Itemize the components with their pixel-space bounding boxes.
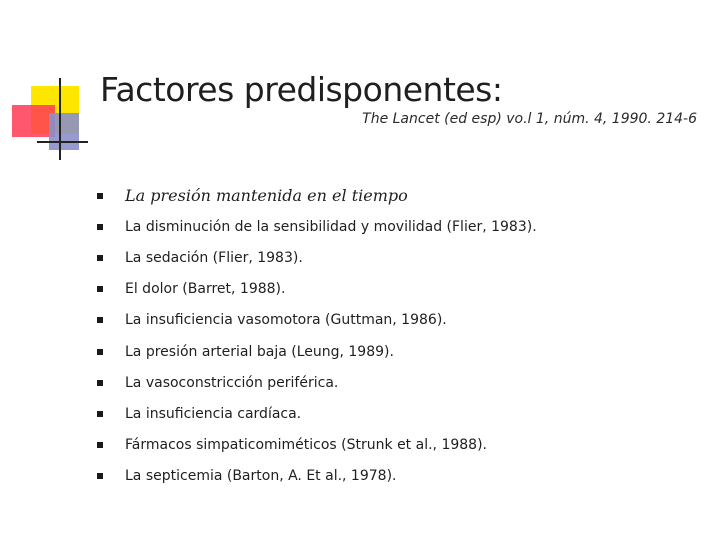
- square-bullet-icon: [97, 411, 103, 417]
- list-item: [97, 430, 537, 461]
- list-item-text: La insuficiencia cardíaca.: [125, 405, 302, 422]
- list-item: [97, 336, 537, 367]
- list-item: [97, 461, 537, 492]
- list-item-text: La presión mantenida en el tiempo: [125, 186, 408, 206]
- slide-title: Factores predisponentes:: [100, 70, 503, 109]
- square-bullet-icon: [97, 286, 103, 292]
- citation-subtitle: The Lancet (ed esp) vo.l 1, núm. 4, 1990. 214-6: [362, 111, 697, 127]
- list-item-text: La insuficiencia vasomotora (Guttman, 1986).: [125, 312, 447, 329]
- list-item-text: La presión arterial baja (Leung, 1989).: [125, 343, 394, 360]
- list-item-text: La disminución de la sensibilidad y movilidad (Flier, 1983).: [125, 218, 537, 235]
- decorative-vertical-line: [59, 78, 61, 160]
- square-bullet-icon: [97, 255, 103, 261]
- bullet-list: [97, 180, 537, 492]
- list-item-text: La vasoconstricción periférica.: [125, 374, 339, 391]
- list-item: [97, 242, 537, 273]
- square-bullet-icon: [97, 442, 103, 448]
- square-bullet-icon: [97, 473, 103, 479]
- list-item-text: Fármacos simpaticomiméticos (Strunk et al., 1988).: [125, 437, 487, 454]
- list-item: [97, 211, 537, 242]
- decorative-horizontal-line: [37, 141, 88, 143]
- list-item: [97, 398, 537, 429]
- list-item-text: El dolor (Barret, 1988).: [125, 281, 286, 298]
- decorative-blue-square: [49, 113, 79, 150]
- square-bullet-icon: [97, 193, 103, 199]
- square-bullet-icon: [97, 349, 103, 355]
- square-bullet-icon: [97, 224, 103, 230]
- list-item: [97, 305, 537, 336]
- list-item: [97, 367, 537, 398]
- square-bullet-icon: [97, 317, 103, 323]
- list-item: [97, 274, 537, 305]
- list-item: [97, 180, 537, 211]
- list-item-text: La septicemia (Barton, A. Et al., 1978).: [125, 468, 397, 485]
- square-bullet-icon: [97, 380, 103, 386]
- list-item-text: La sedación (Flier, 1983).: [125, 249, 303, 266]
